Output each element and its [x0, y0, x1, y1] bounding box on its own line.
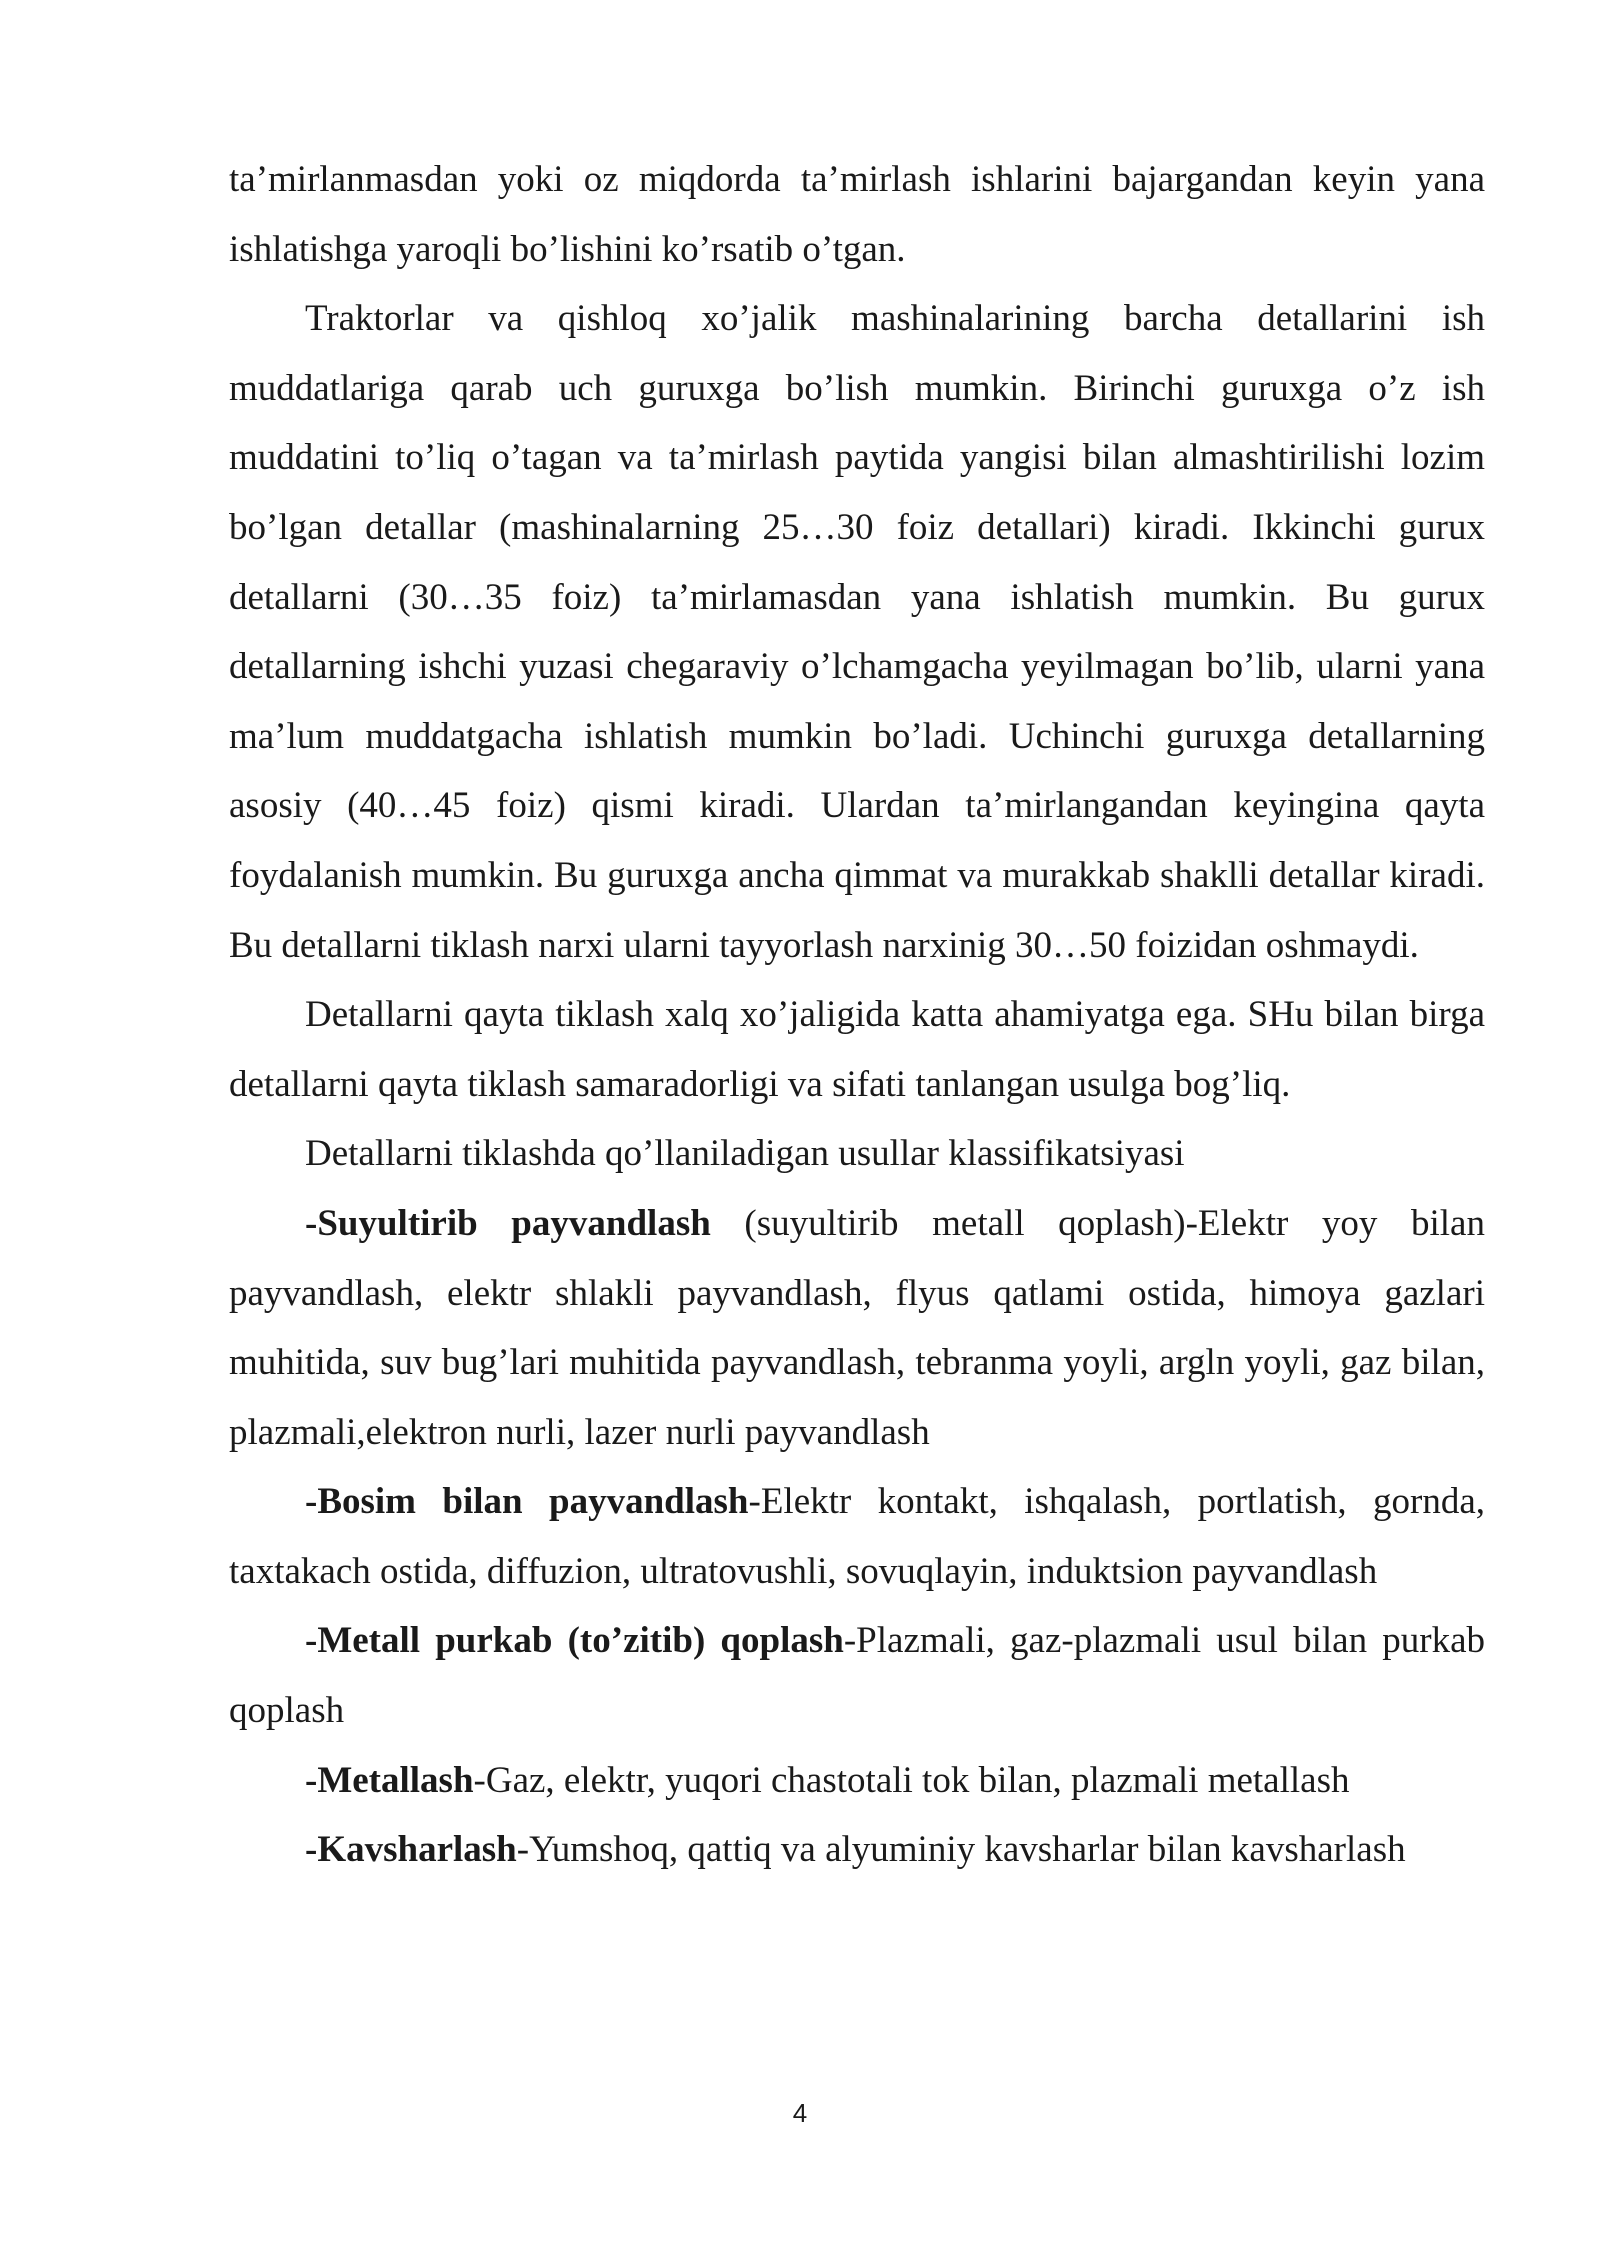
method-description: (suyultirib metall qoplash)-Elektr yoy bilan payvandlash, elektr shlakli payvandlash, flyus qatlami ostida, himoya gazlari muhitida, suv bug’lari muhitida payvandlash, tebranma yoyli, argln yoyli, gaz bilan, plazmali,elektron nurli, lazer nurli payvandlash [229, 1202, 1485, 1453]
method-item-soldering [229, 1815, 1485, 1885]
method-description: -Plazmali, gaz-plazmali usul bilan purkab qoplash [229, 1620, 1486, 1732]
method-term: -Metall purkab (to’zitib) qoplash [305, 1620, 844, 1662]
classification-heading: Detallarni tiklashda qo’llaniladigan usullar klassifikatsiyasi [305, 1133, 1185, 1175]
method-description: -Yumshoq, qattiq va alyuminiy kavsharlar bilan kavsharlash [516, 1829, 1406, 1871]
paragraph-restoration-importance: Detallarni qayta tiklash xalq xo’jaligida katta ahamiyatga ega. SHu bilan birga detallarni qayta tiklash samaradorligi va sifati tanlangan usulga bog’liq. [229, 994, 1485, 1105]
method-item-spray-coating [229, 1606, 1485, 1745]
method-item-metallizing [229, 1746, 1485, 1816]
body-text [229, 145, 1485, 1885]
method-item-fusion-welding [229, 1189, 1485, 1467]
method-description: -Elektr kontakt, ishqalash, portlatish, gornda, taxtakach ostida, diffuzion, ultratovushli, sovuqlayin, induktsion payvandlash [229, 1481, 1485, 1592]
method-term: -Kavsharlash [305, 1829, 517, 1871]
paragraph-detail-groups: Traktorlar va qishloq xo’jalik mashinalarining barcha detallarini ish muddatlariga qarab uch guruxga bo’lish mumkin. Birinchi guruxga o’z ish muddatini to’liq o’tagan va ta’mirlash paytida yangisi bilan almashtirilishi lozim bo’lgan detallar (mashinalarning 25…30 foiz detallari) kiradi. Ikkinchi gurux detallarni (30…35 foiz) ta’mirlamasdan yana ishlatish mumkin. Bu gurux detallarning ishchi yuzasi chegaraviy o’lchamgacha yeyilmagan bo’lib, ularni yana ma’lum muddatgacha ishlatish mumkin bo’ladi. Uchinchi guruxga detallarning asosiy (40…45 foiz) qismi kiradi. Ulardan ta’mirlangandan keyingina qayta foydalanish mumkin. Bu guruxga ancha qimmat va murakkab shaklli detallar kiradi. Bu detallarni tiklash narxi ularni tayyorlash narxinig 30…50 foizidan oshmaydi. [229, 298, 1485, 966]
page-number: 4 [792, 2098, 808, 2128]
method-description: -Gaz, elektr, yuqori chastotali tok bilan, plazmali metallash [473, 1759, 1350, 1801]
paragraph-continuation: ta’mirlanmasdan yoki oz miqdorda ta’mirlash ishlarini bajargandan keyin yana ishlatishga yaroqli bo’lishini ko’rsatib o’tgan. [229, 159, 1485, 270]
method-term: -Suyultirib payvandlash [305, 1202, 711, 1244]
method-item-pressure-welding [229, 1467, 1485, 1606]
method-term: -Metallash [305, 1759, 474, 1801]
method-term: -Bosim bilan payvandlash [305, 1481, 749, 1523]
